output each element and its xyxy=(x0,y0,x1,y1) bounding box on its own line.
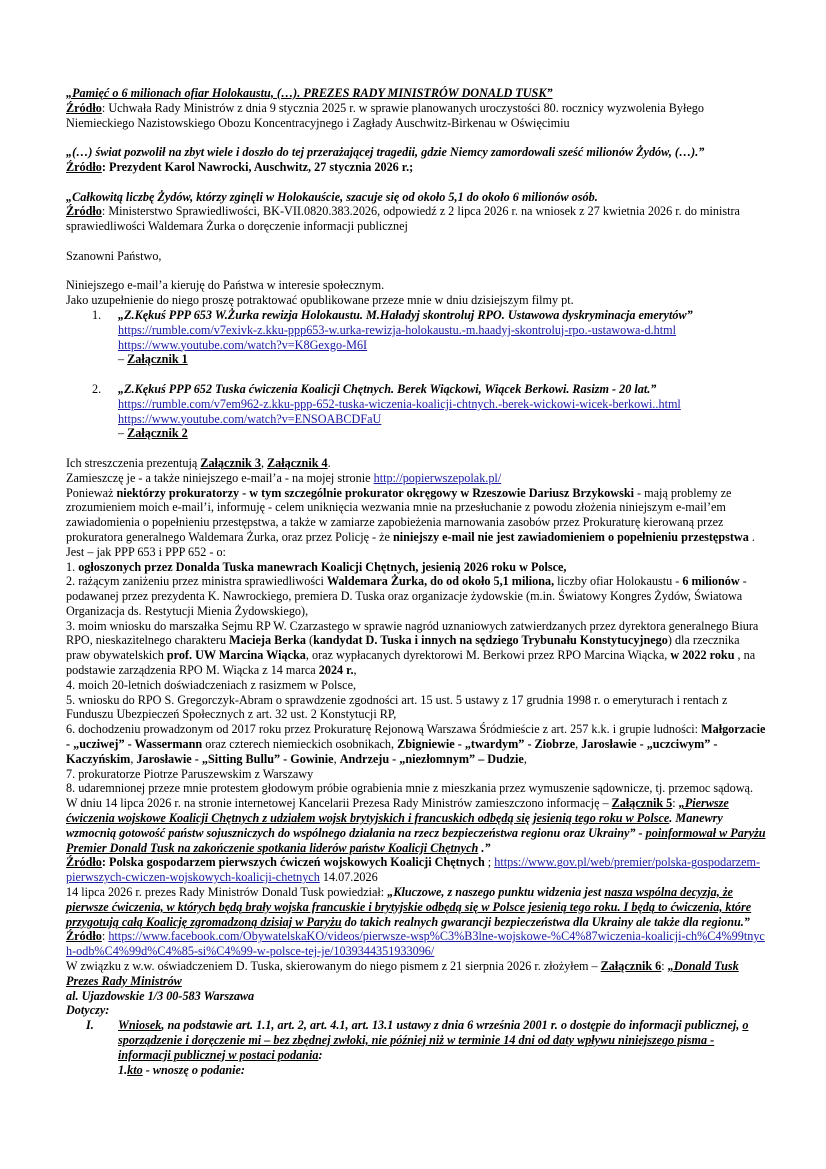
source-label: Źródło xyxy=(66,100,102,115)
bold-text: Zbigniewie - „twardym” - Ziobrze xyxy=(397,737,576,752)
quote-3-source xyxy=(66,204,766,234)
film-item xyxy=(66,308,766,367)
text: ( xyxy=(305,633,314,648)
bold-text: niektórzy prokuratorzy - w tym szczególnie prokurator okręgowy w Rzeszowie Dariusz Brzykowski xyxy=(116,485,634,500)
quote-2 xyxy=(66,145,766,160)
quote-text: . Manewry wzmocnią gotowość państw sojuszniczych do wspólnego działania na rzecz bezpieczeństwa regionu oraz Ukrainy” - xyxy=(66,811,723,840)
summary-prefix: Ich streszczenia prezentują xyxy=(66,455,201,470)
film-link-rumble[interactable]: https://rumble.com/v7exivk-z.kku-ppp653-w.urka-rewizja-holokaustu.-m.haadyj-skontroluj-rpo.-ustawowa-d.html xyxy=(118,322,677,337)
quote-1-source xyxy=(66,101,766,131)
text: moich 20-letnich doświadczeniach z rasizmem w Polsce, xyxy=(78,677,357,692)
film-link-youtube[interactable]: https://www.youtube.com/watch?v=ENSOABCDFaU xyxy=(118,411,382,426)
bold-text: Jarosławie - „uczciwym” - Kaczyńskim xyxy=(66,737,718,766)
sub-keyword: kto xyxy=(127,1062,143,1077)
source-date: 14.07.2026 xyxy=(319,870,378,885)
address-line xyxy=(66,989,766,1004)
list-intro: Jest – jak PPP 653 i PPP 652 - o: xyxy=(66,544,226,559)
attachment-3-link[interactable]: Załącznik 3 xyxy=(200,455,261,470)
intro-line-2: Jako uzupełnienie do niego proszę potraktować opublikowane przeze mnie w dniu dzisiejszym filmy pt. xyxy=(66,293,574,308)
roman-number: I. xyxy=(86,1018,94,1033)
text: , xyxy=(353,663,357,678)
attachment-6-link[interactable]: Załącznik 6 xyxy=(600,959,662,974)
quote-3 xyxy=(66,190,766,205)
text: Ponieważ xyxy=(66,485,117,500)
dash: – xyxy=(118,426,128,441)
text: prokuratorze Piotrze Paruszewskim z Warszawy xyxy=(78,766,314,781)
letter-intro xyxy=(66,959,766,989)
text: , xyxy=(575,737,582,752)
source-label: Źródło xyxy=(66,855,102,870)
bold-text: w 2022 roku xyxy=(670,648,735,663)
website-prefix: Zamieszczę je - a także niniejszego e-mail’a - na mojej stronie xyxy=(66,470,374,485)
attachment-2-link[interactable]: Załącznik 2 xyxy=(127,426,188,441)
source-text: : Ministerstwo Sprawiedliwości, BK-VII.0820.383.2026, odpowiedź z 2 lipca 2026 r. na wniosek z 27 kwietnia 2026 r. do ministra sprawiedliwości Waldemara Żurka o doręczenie informacji publicznej xyxy=(66,204,740,234)
source-2 xyxy=(66,855,766,885)
attachment-4-link[interactable]: Załącznik 4 xyxy=(267,455,328,470)
film-title: „Z.Kękuś PPP 653 W.Żurka rewizja Holokaustu. M.Haładyj skontroluj RPO. Ustawowa dyskryminacja emerytów” xyxy=(118,307,693,322)
text: W dniu 14 lipca 2026 r. na stronie internetowej Kancelarii Prezesa Rady Ministrów zamieszczono informację – xyxy=(66,796,612,811)
summary-line xyxy=(66,456,766,471)
text: dochodzeniu prowadzonym od 2017 roku przez Prokuraturę Rejonową Warszawa Śródmieście z art. 257 k.k. i grupie ludności: xyxy=(78,722,702,737)
quote-underlined: „Pierwsze ćwiczenia wojskowe Koalicji Chętnych z udziałem wojsk brytyjskich i francuskich odbędą się jesienią tego roku w Polsce xyxy=(66,796,729,826)
kprm-paragraph xyxy=(66,796,766,855)
source-3 xyxy=(66,929,766,959)
text: : xyxy=(672,796,679,811)
quote-1 xyxy=(66,86,766,101)
separator: ; xyxy=(484,855,495,870)
text: liczby ofiar Holokaustu - xyxy=(554,574,683,589)
tusk-quote xyxy=(66,885,766,929)
quote-text: do takich realnych gwarancji bezpieczeństwa dla Ukrainy ale także dla regionu.” xyxy=(341,914,750,929)
period: . xyxy=(327,455,331,470)
point-5 xyxy=(66,693,766,723)
colon: : xyxy=(318,1047,323,1062)
request-item xyxy=(66,1018,766,1077)
point-8 xyxy=(66,781,766,796)
point-number: 7. xyxy=(66,766,79,781)
film-item xyxy=(66,382,766,441)
text: moim wniosku do marszałka Sejmu RP W. Czarzastego w sprawie nagród uznaniowych zatwierdzanych przez dyrektora generalnego Biura RPO, nieskazitelnego charakteru xyxy=(66,618,759,648)
attachment-5-link[interactable]: Załącznik 5 xyxy=(611,796,673,811)
quote-text: „Kluczowe, z naszego punktu widzenia jest xyxy=(387,885,605,900)
bold-text: kandydat D. Tuska i innych na sędziego Trybunału Konstytucyjnego xyxy=(313,633,668,648)
text: 14 lipca 2026 r. prezes Rady Ministrów Donald Tusk powiedział: xyxy=(66,885,388,900)
bold-text: 6 milionów xyxy=(682,574,740,589)
request-text: , na podstawie art. 1.1, art. 2, art. 4.1, art. 13.1 ustawy z dnia 6 września 2001 r. o dostępie do informacji publicznej, xyxy=(161,1018,743,1033)
point-number: 2. xyxy=(66,574,79,589)
point-3 xyxy=(66,619,766,678)
point-number: 3. xyxy=(66,618,79,633)
attachment-1-link[interactable]: Załącznik 1 xyxy=(127,352,188,367)
text: - mają problemy ze zrozumieniem moich e-mail’i, informuję - celem uniknięcia wezwania mnie na przesłuchanie z powodu złożenia niniejszym e-mail’em zawiadomienia o popełnieniu przestępstwa, a także w zamiarze zapobieżenia marnowania zasobów przez Prokuraturę kierowaną przez prokuratora generalnego Waldemara Żurka, oraz przez Policję - że xyxy=(66,485,732,544)
source-label: Źródło xyxy=(66,159,102,174)
text: : xyxy=(661,959,668,974)
request-keyword: Wniosek xyxy=(118,1018,162,1033)
point-1 xyxy=(66,560,766,575)
point-7 xyxy=(66,767,766,782)
source-title: : Polska gospodarzem pierwszych ćwiczeń wojskowych Koalicji Chętnych xyxy=(101,855,485,870)
quote-text: .” xyxy=(478,840,491,855)
text: - podawanej przez prezydenta K. Nawrockiego, premiera D. Tuska oraz organizacje żydowskie (m.in. Światowy Kongres Żydów, Światowa Organizacja ds. Restytucji Mienia Żydowskiego), xyxy=(66,574,747,618)
address: al. Ujazdowskie 1/3 00-583 Warszawa xyxy=(66,988,255,1003)
film-link-youtube[interactable]: https://www.youtube.com/watch?v=K8Gexgo-M6I xyxy=(118,337,368,352)
point-number: 8. xyxy=(66,781,79,796)
addressee: „Donald Tusk Prezes Rady Ministrów xyxy=(66,959,739,988)
point-2 xyxy=(66,574,766,618)
text: . xyxy=(748,529,755,544)
text: W związku z w.w. oświadczeniem D. Tuska, skierowanym do niego pismem z 21 sierpnia 2026 r. złożyłem – xyxy=(66,959,601,974)
point-number: 6. xyxy=(66,722,79,737)
film-number: 1. xyxy=(92,307,102,322)
intro-line-1: Niniejszego e-mail’a kieruję do Państwa w interesie społecznym. xyxy=(66,278,385,293)
quote-underlined: poinformował w Paryżu Premier Donald Tusk na zakończenie spotkania liderów państw Koalicji Chętnych xyxy=(66,825,766,855)
dash: – xyxy=(118,352,128,367)
separator: , xyxy=(260,455,268,470)
bold-text: Macieja Berka xyxy=(229,633,306,648)
quote-2-text: „(…) świat pozwolił na zbyt wiele i doszło do tej przerażającej tragedii, gdzie Niemcy zamordowali sześć milionów Żydów, (…).” xyxy=(66,145,705,160)
website-link[interactable]: http://popierwszepolak.pl/ xyxy=(373,470,502,485)
bold-text: Andrzeju - „niezłomnym” – Dudzie xyxy=(339,751,524,766)
quote-2-source xyxy=(66,160,766,175)
point-number: 4. xyxy=(66,677,79,692)
text: , na podstawie zarządzenia RPO M. Wiącka z 14 marca xyxy=(66,648,756,678)
sub-number: 1. xyxy=(118,1062,128,1077)
text: , xyxy=(333,751,340,766)
text: , xyxy=(130,751,137,766)
point-4 xyxy=(66,678,766,693)
point-number: 1. xyxy=(66,559,79,574)
text: udaremnionej przeze mnie protestem głodowym próbie ograbienia mnie z mieszkania przez wymuszenie sądownicze, tj. przemoc sądową. xyxy=(78,781,753,796)
quote-1-text: „Pamięć o 6 milionach ofiar Holokaustu, (…). PREZES RADY MINISTRÓW DONALD TUSK” xyxy=(66,86,553,100)
bold-text: prof. UW Marcina Wiącka xyxy=(166,648,306,663)
quote-3-text: „Całkowitą liczbę Żydów, którzy zginęli w Holokauście, szacuje się od około 5,1 do około 6 milionów osób. xyxy=(66,189,598,204)
source-label: Źródło xyxy=(66,929,102,944)
film-link-rumble[interactable]: https://rumble.com/v7em962-z.kku-ppp-652-tuska-wiczenia-koalicji-chtnych.-berek-wickowi-wicek-berkowi..html xyxy=(118,396,681,411)
source-text: : Uchwała Rady Ministrów z dnia 9 stycznia 2025 r. w sprawie planowanych uroczystości 80. rocznicy wyzwolenia Byłego Niemieckiego Nazistowskiego Obozu Koncentracyjnego i Zagłady Auschwitz-Birkenau w Oświęcimiu xyxy=(66,100,704,130)
regarding-label xyxy=(66,1003,766,1018)
source-label: Źródło xyxy=(66,204,102,219)
greeting: Szanowni Państwo, xyxy=(66,248,162,263)
text: oraz czterech niemieckich osobnikach, xyxy=(202,737,398,752)
bold-text: Jarosławie - „Sitting Bullu” - Gowinie xyxy=(136,751,334,766)
point-number: 5. xyxy=(66,692,79,707)
bold-text: Waldemara Żurka, do od około 5,1 miliona, xyxy=(326,574,555,589)
gov-pl-link[interactable]: https://www.gov.pl/web/premier/polska-gospodarzem-pierwszych-cwiczen-wojskowych-koalicji-chetnych xyxy=(66,855,761,885)
regarding: Dotyczy: xyxy=(66,1003,110,1018)
website-line xyxy=(66,471,766,486)
bold-text: 2024 r. xyxy=(318,663,354,678)
film-title: „Z.Kękuś PPP 652 Tuska ćwiczenia Koalicji Chętnych. Berek Wiąckowi, Wiącek Berkowi. Rasizm - 20 lat.” xyxy=(118,381,657,396)
bold-text: Małgorzacie - „ucziwej” - Wassermann xyxy=(66,722,766,752)
point-6 xyxy=(66,722,766,766)
facebook-link[interactable]: https://www.facebook.com/ObywatelskaKO/videos/pierwsze-wsp%C3%B3lne-wojskowe-%C4%87wiczenia-koalicji-ch%C4%99tnych-odb%C4%99d%C4%85-si%C4%99-w-polsce-tej-je/1039344351933096/ xyxy=(66,929,765,959)
text: , xyxy=(523,751,527,766)
bold-text: ogłoszonych przez Donalda Tuska manewrach Koalicji Chętnych, jesienią 2026 roku w Polsce, xyxy=(78,559,567,574)
sub-text: - wnoszę o podanie: xyxy=(142,1062,245,1077)
request-underlined: o sporządzenie i doręczenie mi – bez zbędnej zwłoki, nie później niż w terminie 14 dni od daty wpływu niniejszego pisma - informacji publicznej w postaci podania xyxy=(118,1018,749,1062)
document-page xyxy=(66,86,766,1077)
text: , oraz wypłacanych dyrektorowi M. Berkowi przez RPO Marcina Wiącka, xyxy=(305,648,671,663)
quote-underlined: nasza wspólna decyzja, że pierwsze ćwiczenia, w których będą brały wojska francuskie i brytyjskie odbędą się w Polsce jesienią tego roku. I będą to ćwiczenia, które przygotują całą Koalicję zgromadzoną dzisiaj w Paryżu xyxy=(66,885,752,929)
prosecutor-paragraph xyxy=(66,486,766,545)
text: : xyxy=(101,929,109,944)
text: rażącym zaniżeniu przez ministra sprawiedliwości xyxy=(78,574,327,589)
source-text: : Prezydent Karol Nawrocki, Auschwitz, 27 stycznia 2026 r.; xyxy=(101,159,414,174)
text: wniosku do RPO S. Gregorczyk-Abram o sprawdzenie zgodności art. 15 ust. 5 ustawy z 17 grudnia 1998 r. o emeryturach i rentach z Funduszu Ubezpieczeń Społecznych z art. 32 ust. 2 Konstytucji RP, xyxy=(66,692,728,722)
film-number: 2. xyxy=(92,381,102,396)
text: ) dla rzecznika praw obywatelskich xyxy=(66,633,740,663)
bold-text: niniejszy e-mail nie jest zawiadomieniem o popełnieniu przestępstwa xyxy=(393,529,749,544)
